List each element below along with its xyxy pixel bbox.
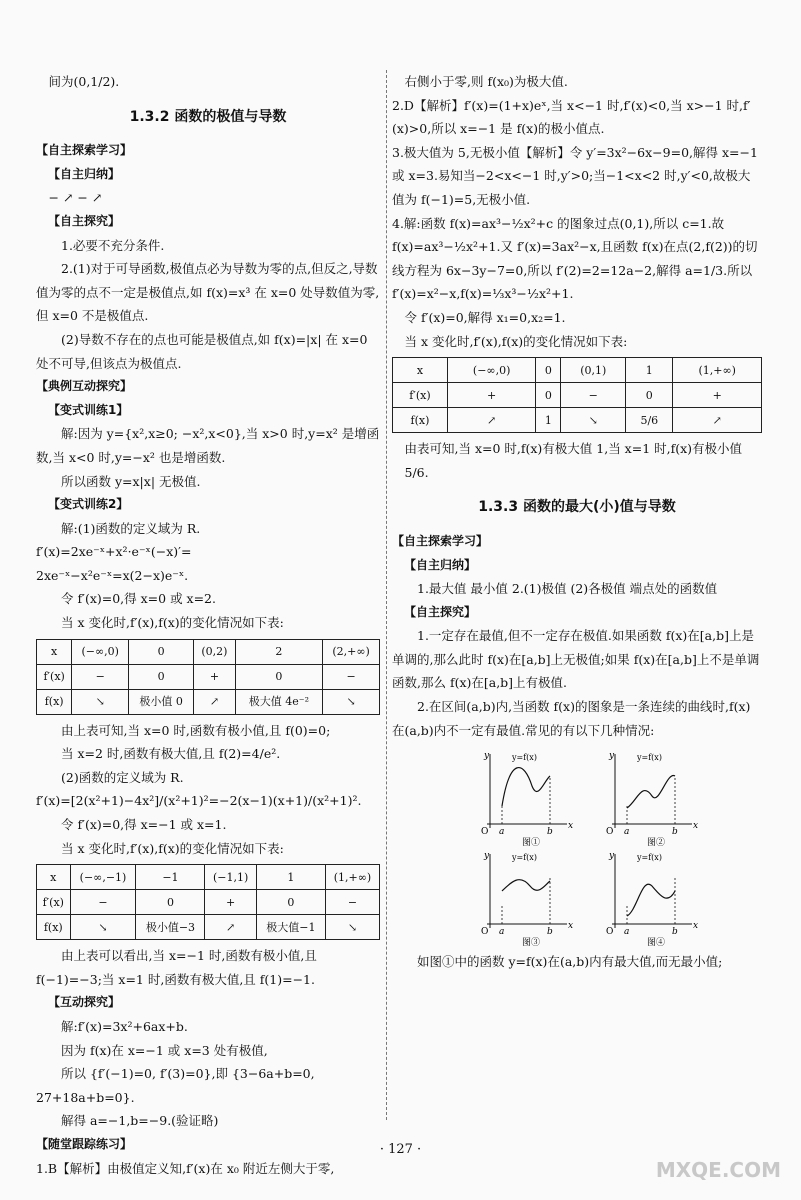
left2-paragraph: (2)函数的定义域为 R. xyxy=(61,769,184,785)
graph-caption: 图④ xyxy=(647,938,666,947)
table-row xyxy=(37,689,380,714)
graph-caption: 图③ xyxy=(522,938,541,947)
b-label: b xyxy=(672,927,678,938)
left3-paragraph: 解:f′(x)=3x²+6ax+b. xyxy=(61,1019,188,1034)
table-cell: ↘ xyxy=(72,689,129,714)
b-label: b xyxy=(547,827,553,838)
y-axis-label: y xyxy=(484,851,490,862)
function-curve xyxy=(627,776,675,808)
graph-4 xyxy=(597,846,722,946)
right2-paragraph: 2.在区间(a,b)内,当函数 f(x)的图象是一条连续的曲线时,f(x)在(a,b)内不一定有最值.常见的有以下几种情况: xyxy=(392,699,751,738)
left-paragraph: 【自主探索学习】 xyxy=(36,143,133,158)
origin-label: O xyxy=(606,927,614,938)
left-paragraph: 1.必要不充分条件. xyxy=(61,237,165,253)
left-paragraph: f′(x)=2xe⁻ˣ+x²·e⁻ˣ(−x)′= xyxy=(36,544,192,560)
table-cell: ↗ xyxy=(447,408,535,433)
left-paragraph: 【变式训练1】 xyxy=(48,402,129,417)
left2-paragraph: 当 x=2 时,函数有极大值,且 f(2)=4/e². xyxy=(61,746,281,762)
left-paragraph: 令 f′(x)=0,得 x=0 或 x=2. xyxy=(61,591,216,607)
left2-paragraph: 当 x 变化时,f′(x),f(x)的变化情况如下表: xyxy=(61,840,284,856)
table-row xyxy=(37,639,380,664)
table-cell: 0 xyxy=(129,664,194,689)
right-paragraph: 4.解:函数 f(x)=ax³−½x²+c 的图象过点(0,1),所以 c=1.故 f(x)=ax³−½x²+1.又 f′(x)=3ax²−x,且函数 f(x)在点(2,f(2))的切线方程为 6x−3y−7=0,所以 f′(2)=2=12a−2,解得 a=1/3.所以 f′(x)=x²−x,f(x)=⅓x³−½x²+1. xyxy=(392,215,758,302)
graph-caption: 图① xyxy=(522,838,541,847)
right-paragraph: 2.D【解析】f′(x)=(1+x)eˣ,当 x<−1 时,f′(x)<0,当 x>−1 时,f′(x)>0,所以 x=−1 是 f(x)的极小值点. xyxy=(392,97,751,137)
graph-2 xyxy=(597,746,722,846)
left3-paragraph: 因为 f(x)在 x=−1 或 x=3 处有极值, xyxy=(61,1042,268,1058)
table-row xyxy=(37,915,380,940)
table-cell: ↘ xyxy=(561,408,626,433)
table-cell: −1 xyxy=(136,865,205,890)
right2-paragraph: 1.最大值 最小值 2.(1)极值 (2)各极值 端点处的函数值 xyxy=(417,581,718,597)
function-label: y=f(x) xyxy=(512,753,537,763)
table-cell: − xyxy=(72,664,129,689)
table-cell: f(x) xyxy=(393,408,448,433)
left-paragraph: 解:(1)函数的定义域为 R. xyxy=(61,520,201,536)
table3 xyxy=(392,357,762,433)
table-cell: + xyxy=(673,383,762,408)
table-cell: 0 xyxy=(136,890,205,915)
x-axis-label: x xyxy=(693,921,699,932)
table-cell: f(x) xyxy=(37,915,71,940)
table-cell: + xyxy=(194,664,236,689)
left-paragraph: 2.(1)对于可导函数,极值点必为导数为零的点,但反之,导数值为零的点不一定是极值点,如 f(x)=x³ 在 x=0 处导数值为零,但 x=0 不是极值点. xyxy=(36,261,380,324)
table-cell: − xyxy=(561,383,626,408)
left3-paragraph: 由上表可以看出,当 x=−1 时,函数有极小值,且 f(−1)=−3;当 x=1 时,函数有极大值,且 f(1)=−1. xyxy=(36,948,317,987)
left-paragraph: (2)导数不存在的点也可能是极值点,如 f(x)=|x| 在 x=0 处不可导,但该点为极值点. xyxy=(36,331,368,371)
table-row xyxy=(37,664,380,689)
right-paragraph: 右侧小于零,则 f(x₀)为极大值. xyxy=(404,74,568,89)
function-curve xyxy=(502,880,550,891)
table-cell: (−∞,0) xyxy=(72,639,129,664)
left-paragraph: 1.3.2 函数的极值与导数 xyxy=(129,108,287,125)
table-cell: − xyxy=(325,890,379,915)
function-curve xyxy=(502,768,550,806)
a-label: a xyxy=(499,827,505,838)
a-label: a xyxy=(624,927,630,938)
table-cell: 极小值 0 xyxy=(129,689,194,714)
left3-paragraph: 所以 {f′(−1)=0, f′(3)=0},即 {3−6a+b=0, 27+18a+b=0}. xyxy=(36,1066,315,1105)
table-cell: 5/6 xyxy=(626,408,673,433)
table-cell: 1 xyxy=(626,358,673,383)
left3-paragraph: 1.B【解析】由极值定义知,f′(x)在 x₀ 附近左侧大于零, xyxy=(36,1160,335,1176)
table-cell: 2 xyxy=(235,639,322,664)
table-cell: 极小值−3 xyxy=(136,915,205,940)
function-label: y=f(x) xyxy=(637,853,662,863)
origin-label: O xyxy=(481,927,489,938)
b-label: b xyxy=(547,927,553,938)
table-cell: ↗ xyxy=(205,915,256,940)
table-row xyxy=(37,865,380,890)
table-cell: 1 xyxy=(256,865,325,890)
origin-label: O xyxy=(481,827,489,838)
function-label: y=f(x) xyxy=(512,853,537,863)
x-axis-label: x xyxy=(693,821,699,832)
b-label: b xyxy=(672,827,678,838)
table1 xyxy=(36,639,380,715)
table-cell: (0,1) xyxy=(561,358,626,383)
table-cell: (−∞,0) xyxy=(447,358,535,383)
table-cell: − xyxy=(323,664,380,689)
left2-paragraph: f′(x)=[2(x²+1)−4x²]/(x²+1)²=−2(x−1)(x+1)/(x²+1)². xyxy=(36,793,362,809)
table-cell: ↘ xyxy=(323,689,380,714)
table-cell: ↘ xyxy=(325,915,379,940)
table-cell: x xyxy=(37,639,72,664)
table-cell: − xyxy=(70,890,136,915)
table-cell: (1,+∞) xyxy=(673,358,762,383)
table-cell: (−∞,−1) xyxy=(70,865,136,890)
function-curve xyxy=(627,884,675,916)
watermark-logo: MXQE.COM xyxy=(655,1158,781,1182)
left-paragraph: 所以函数 y=x|x| 无极值. xyxy=(61,473,201,489)
left-column xyxy=(36,70,380,1180)
table-cell: ↘ xyxy=(70,915,136,940)
table-cell: 0 xyxy=(626,383,673,408)
left-paragraph: − ↗ − ↗ xyxy=(48,190,103,206)
origin-label: O xyxy=(606,827,614,838)
table-cell: 0 xyxy=(536,358,561,383)
table-cell: ↗ xyxy=(673,408,762,433)
table-cell: + xyxy=(205,890,256,915)
table-cell: x xyxy=(393,358,448,383)
left-paragraph: 【典例互动探究】 xyxy=(36,379,133,394)
table-cell: 0 xyxy=(536,383,561,408)
right2-paragraph: 【自主归纳】 xyxy=(404,557,477,572)
table-cell: + xyxy=(447,383,535,408)
right-column xyxy=(392,70,762,974)
graph-3 xyxy=(472,846,597,946)
left3-paragraph: 解得 a=−1,b=−9.(验证略) xyxy=(61,1113,219,1129)
right2-paragraph: 1.3.3 函数的最大(小)值与导数 xyxy=(478,499,676,516)
table-cell: 极大值 4e⁻² xyxy=(235,689,322,714)
left-paragraph: 解:因为 y={x²,x≥0; −x²,x<0},当 x>0 时,y=x² 是增函数,当 x<0 时,y=−x² 也是增函数. xyxy=(36,426,380,465)
right-paragraph: 令 f′(x)=0,解得 x₁=0,x₂=1. xyxy=(404,309,566,325)
column-divider xyxy=(386,70,387,1120)
left-paragraph: 【自主探究】 xyxy=(48,213,121,228)
left2-paragraph: 令 f′(x)=0,得 x=−1 或 x=1. xyxy=(61,817,227,833)
left-paragraph: 当 x 变化时,f′(x),f(x)的变化情况如下表: xyxy=(61,615,284,631)
table-cell: 0 xyxy=(235,664,322,689)
left-paragraph: 【自主归纳】 xyxy=(48,166,121,181)
table-cell: (2,+∞) xyxy=(323,639,380,664)
table2 xyxy=(36,864,380,940)
table-row xyxy=(393,358,762,383)
table-cell: 极大值−1 xyxy=(256,915,325,940)
right-paragraph: 3.极大值为 5,无极小值【解析】令 y′=3x²−6x−9=0,解得 x=−1 或 x=3.易知当−2<x<−1 时,y′>0;当−1<x<2 时,y′<0,故极大值为 f(−1)=5,无极小值. xyxy=(392,144,758,207)
function-graphs xyxy=(472,746,722,946)
y-axis-label: y xyxy=(609,751,615,762)
left3-paragraph: 【互动探究】 xyxy=(48,995,121,1010)
table-cell: 0 xyxy=(129,639,194,664)
x-axis-label: x xyxy=(568,821,574,832)
table-cell: ↗ xyxy=(194,689,236,714)
left2-paragraph: 由上表可知,当 x=0 时,函数有极小值,且 f(0)=0; xyxy=(61,722,331,738)
table-cell: f(x) xyxy=(37,689,72,714)
table-cell: f′(x) xyxy=(37,664,72,689)
right2-paragraph: 【自主探究】 xyxy=(404,604,477,619)
table-cell: (−1,1) xyxy=(205,865,256,890)
graph-caption: 图② xyxy=(647,838,666,847)
table-cell: 0 xyxy=(256,890,325,915)
right3-paragraph: 如图①中的函数 y=f(x)在(a,b)内有最大值,而无最小值; xyxy=(417,954,723,970)
right2-paragraph: 由表可知,当 x=0 时,f(x)有极大值 1,当 x=1 时,f(x)有极小值 5/6. xyxy=(404,441,743,480)
table-row xyxy=(393,383,762,408)
table-cell: (1,+∞) xyxy=(325,865,379,890)
table-row xyxy=(393,408,762,433)
table-cell: x xyxy=(37,865,71,890)
left3-paragraph: 【随堂跟踪练习】 xyxy=(36,1136,133,1151)
x-axis-label: x xyxy=(568,921,574,932)
a-label: a xyxy=(624,827,630,838)
table-cell: f′(x) xyxy=(37,890,71,915)
right2-paragraph: 1.一定存在最值,但不一定存在极值.如果函数 f(x)在[a,b]上是单调的,那么此时 f(x)在[a,b]上无极值;如果 f(x)在[a,b]上不是单调函数,那么 f(x)在[a,b]上有极值. xyxy=(392,628,760,691)
graph-1 xyxy=(472,746,597,846)
left-paragraph: 【变式训练2】 xyxy=(48,497,129,512)
left-paragraph: 2xe⁻ˣ−x²e⁻ˣ=x(2−x)e⁻ˣ. xyxy=(36,567,189,583)
left-paragraph: 间为(0,1/2). xyxy=(48,74,120,89)
page-number: · 127 · xyxy=(379,1142,422,1157)
table-cell: 1 xyxy=(536,408,561,433)
right-paragraph: 当 x 变化时,f′(x),f(x)的变化情况如下表: xyxy=(404,333,628,349)
y-axis-label: y xyxy=(484,751,490,762)
table-row xyxy=(37,890,380,915)
a-label: a xyxy=(499,927,505,938)
table-cell: (0,2) xyxy=(194,639,236,664)
table-cell: f′(x) xyxy=(393,383,448,408)
right2-paragraph: 【自主探索学习】 xyxy=(392,533,489,548)
y-axis-label: y xyxy=(609,851,615,862)
function-label: y=f(x) xyxy=(637,753,662,763)
